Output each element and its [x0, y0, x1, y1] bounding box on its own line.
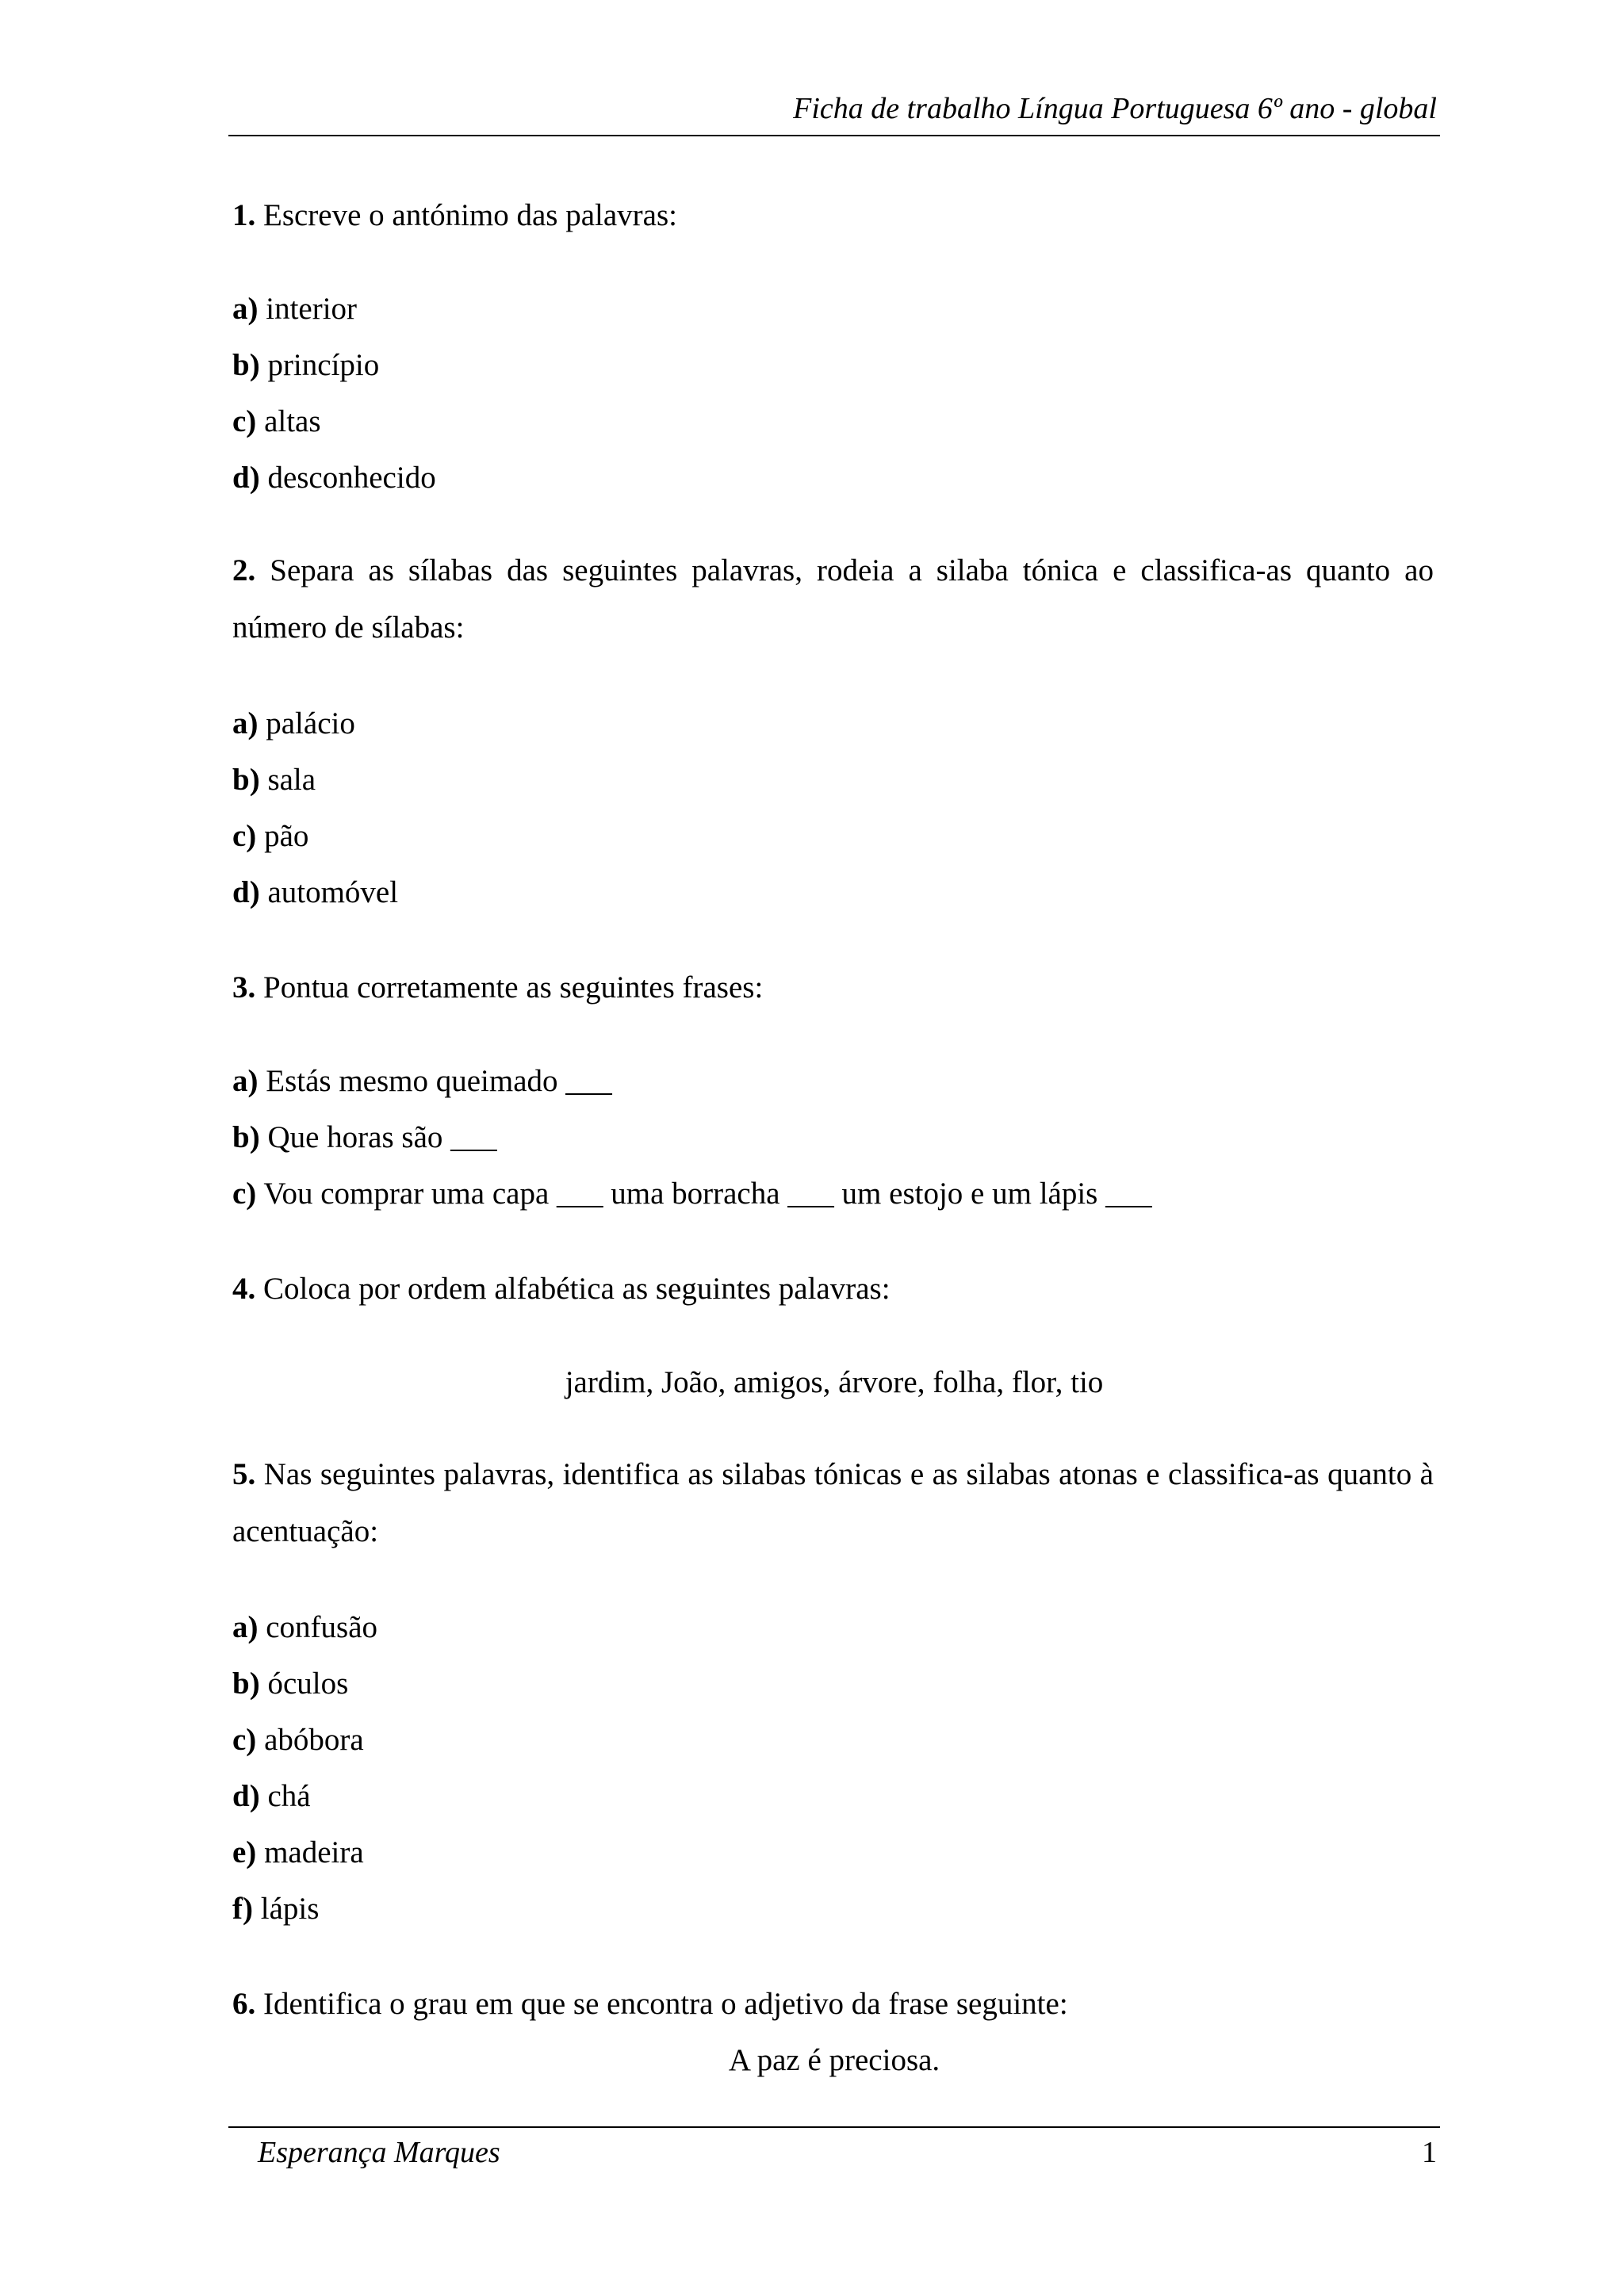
- item-label: b): [232, 1667, 260, 1701]
- item-label: b): [232, 348, 260, 382]
- item-label: c): [232, 1177, 257, 1211]
- item-label: c): [232, 1723, 257, 1757]
- list-item: [232, 821, 308, 851]
- header-title: Ficha de trabalho Língua Portuguesa 6º ano - global: [793, 92, 1437, 125]
- footer-author: Esperança Marques: [258, 2136, 500, 2169]
- question-number: 4.: [232, 1272, 256, 1306]
- item-label: b): [232, 763, 260, 797]
- list-item: [232, 1612, 377, 1643]
- item-label: d): [232, 875, 260, 909]
- item-text: Estás mesmo queimado ___: [266, 1064, 612, 1098]
- question-2: [232, 542, 1434, 656]
- question-prompt: Separa as sílabas das seguintes palavras, rodeia a silaba tónica e classifica-as quanto ao número de sílabas:: [232, 553, 1434, 645]
- word-list: jardim, João, amigos, árvore, folha, flor, tio: [565, 1365, 1104, 1399]
- item-label: f): [232, 1892, 253, 1926]
- item-text: abóbora: [264, 1723, 364, 1757]
- item-text: automóvel: [267, 875, 399, 909]
- item-label: e): [232, 1835, 257, 1869]
- item-text: lápis: [260, 1892, 320, 1926]
- item-label: d): [232, 461, 260, 495]
- list-item: [232, 1724, 364, 1755]
- item-label: a): [232, 1610, 259, 1644]
- list-item: [232, 1178, 1152, 1209]
- question-number: 5.: [232, 1457, 256, 1491]
- question-number: 3.: [232, 970, 256, 1004]
- item-text: pão: [264, 819, 309, 853]
- item-text: Vou comprar uma capa ___ uma borracha ___ um estojo e um lápis ___: [263, 1177, 1152, 1211]
- header-rule: [228, 135, 1440, 136]
- list-item: [232, 1893, 319, 1924]
- question-prompt: Escreve o antónimo das palavras:: [263, 198, 677, 232]
- question-number: 1.: [232, 198, 256, 232]
- item-text: altas: [264, 404, 321, 438]
- question-prompt: Identifica o grau em que se encontra o adjetivo da frase seguinte:: [263, 1987, 1068, 2021]
- item-text: madeira: [264, 1835, 364, 1869]
- question-5: [232, 1446, 1434, 1560]
- item-label: b): [232, 1120, 260, 1154]
- list-item: [232, 1781, 311, 1812]
- example-sentence: A paz é preciosa.: [728, 2043, 940, 2077]
- list-item: [232, 1122, 497, 1153]
- list-item: [232, 877, 398, 908]
- item-text: Que horas são ___: [267, 1120, 497, 1154]
- page-number: 1: [1422, 2136, 1437, 2169]
- item-text: interior: [266, 292, 358, 326]
- item-text: palácio: [266, 706, 355, 740]
- question-prompt: Pontua corretamente as seguintes frases:: [263, 970, 764, 1004]
- item-label: a): [232, 1064, 259, 1098]
- question-number: 6.: [232, 1987, 256, 2021]
- item-text: confusão: [266, 1610, 378, 1644]
- question-prompt: Nas seguintes palavras, identifica as silabas tónicas e as silabas atonas e classifica-as quanto à acentuação:: [232, 1457, 1434, 1548]
- item-text: princípio: [267, 348, 380, 382]
- list-item: [232, 1668, 348, 1699]
- question-prompt: Coloca por ordem alfabética as seguintes palavras:: [263, 1272, 891, 1306]
- item-text: óculos: [267, 1667, 349, 1701]
- item-text: chá: [267, 1779, 311, 1813]
- question-4: [232, 1273, 891, 1304]
- question-6: [232, 1988, 1068, 2019]
- item-text: sala: [267, 763, 316, 797]
- item-label: c): [232, 404, 257, 438]
- list-item: [232, 350, 379, 381]
- list-item: [232, 1066, 612, 1096]
- item-label: d): [232, 1779, 260, 1813]
- list-item: [232, 293, 357, 324]
- list-item: [232, 462, 436, 493]
- footer-rule: [228, 2126, 1440, 2128]
- item-text: desconhecido: [267, 461, 436, 495]
- list-item: [232, 1837, 364, 1868]
- question-1: [232, 200, 677, 231]
- question-3: [232, 972, 763, 1003]
- item-label: c): [232, 819, 257, 853]
- item-label: a): [232, 706, 259, 740]
- list-item: [232, 406, 321, 437]
- list-item: [232, 764, 316, 795]
- list-item: [232, 708, 355, 739]
- item-label: a): [232, 292, 259, 326]
- question-number: 2.: [232, 553, 256, 587]
